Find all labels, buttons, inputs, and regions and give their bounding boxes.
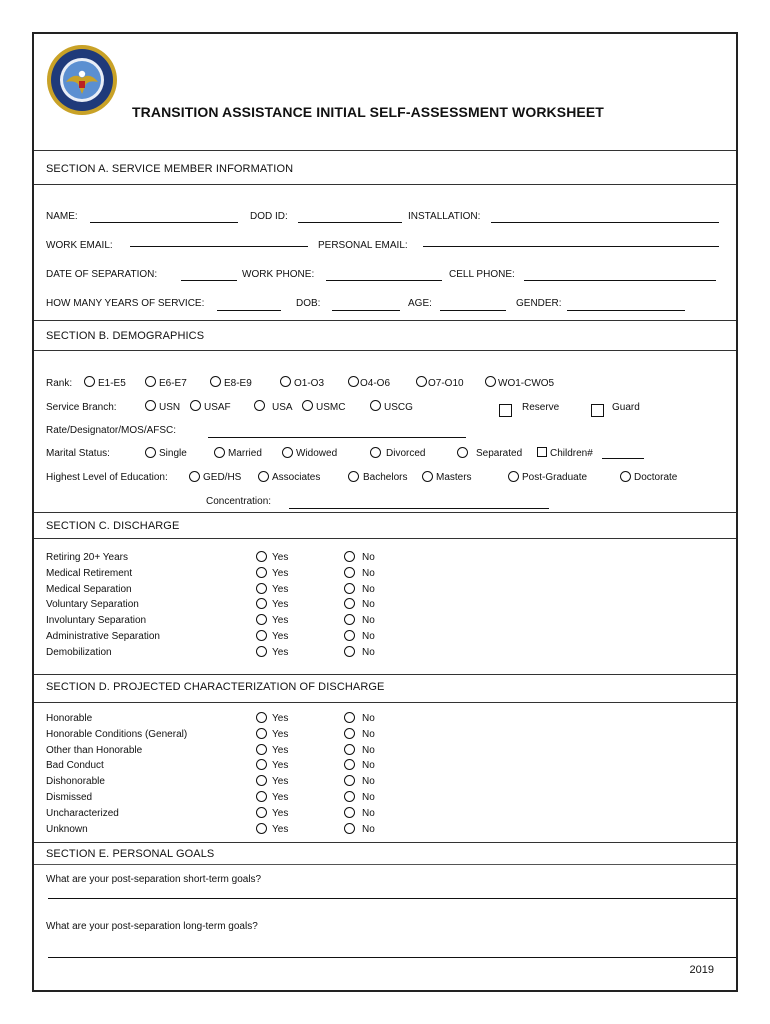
no-label: No xyxy=(362,615,375,627)
row-label: Voluntary Separation xyxy=(46,599,139,611)
rank-option-label: E1-E5 xyxy=(98,378,126,389)
yes-radio[interactable] xyxy=(256,712,267,723)
marital-option-label: Divorced xyxy=(386,448,426,459)
guard-label: Guard xyxy=(612,402,640,413)
marital-married-radio[interactable] xyxy=(214,447,225,458)
rank-o4-o6-radio[interactable] xyxy=(348,376,359,387)
yes-radio[interactable] xyxy=(256,598,267,609)
form-year: 2019 xyxy=(689,964,714,976)
section-c-title: SECTION C. DISCHARGE xyxy=(46,520,180,532)
no-label: No xyxy=(362,823,375,835)
years-of-service-field[interactable] xyxy=(217,310,281,311)
rank-o7-o10-radio[interactable] xyxy=(416,376,427,387)
yes-radio[interactable] xyxy=(256,567,267,578)
age-label: AGE: xyxy=(408,298,432,309)
no-radio[interactable] xyxy=(344,807,355,818)
yes-label: Yes xyxy=(272,807,289,819)
rank-option-label: WO1-CWO5 xyxy=(498,378,555,389)
age-field[interactable] xyxy=(440,310,506,311)
children-count-field[interactable] xyxy=(602,458,644,459)
education-option-label: GED/HS xyxy=(203,472,242,483)
row-label: Administrative Separation xyxy=(46,631,160,642)
concentration-label: Concentration: xyxy=(206,496,272,507)
cell-phone-label: CELL PHONE: xyxy=(449,269,515,280)
rate-field[interactable] xyxy=(208,437,466,438)
yes-radio[interactable] xyxy=(256,807,267,818)
yes-radio[interactable] xyxy=(256,759,267,770)
name-field[interactable] xyxy=(90,222,238,223)
yes-label: Yes xyxy=(272,567,289,579)
worksheet-form xyxy=(32,32,738,992)
row-label: Retiring 20+ Years xyxy=(46,552,129,563)
personal-email-field[interactable] xyxy=(423,246,719,247)
education-doctorate-radio[interactable] xyxy=(620,471,631,482)
no-radio[interactable] xyxy=(344,630,355,641)
yes-label: Yes xyxy=(272,728,289,740)
dod-id-label: DOD ID: xyxy=(250,211,288,222)
row-label: Bad Conduct xyxy=(46,760,104,772)
row-label: Honorable Conditions (General) xyxy=(46,728,188,740)
name-label: NAME: xyxy=(46,211,78,222)
section-e-title: SECTION E. PERSONAL GOALS xyxy=(46,848,215,860)
rank-option-label: E6-E7 xyxy=(159,378,187,389)
branch-usn-radio[interactable] xyxy=(145,400,156,411)
education-label: Highest Level of Education: xyxy=(46,472,168,483)
reserve-checkbox[interactable] xyxy=(499,404,512,417)
marital-status-label: Marital Status: xyxy=(46,448,110,459)
yes-label: Yes xyxy=(272,631,289,642)
rank-option-label: O4-O6 xyxy=(360,378,391,389)
yes-radio[interactable] xyxy=(256,646,267,657)
reserve-label: Reserve xyxy=(522,402,560,413)
gender-field[interactable] xyxy=(567,310,685,311)
education-option-label: Doctorate xyxy=(634,472,678,483)
children-checkbox[interactable] xyxy=(537,447,547,457)
no-label: No xyxy=(362,567,375,579)
branch-usaf-radio[interactable] xyxy=(190,400,201,411)
marital-separated-radio[interactable] xyxy=(457,447,468,458)
rank-e1-e5-radio[interactable] xyxy=(84,376,95,387)
yes-label: Yes xyxy=(272,552,289,563)
work-phone-field[interactable] xyxy=(326,280,442,281)
no-label: No xyxy=(362,599,375,611)
dob-field[interactable] xyxy=(332,310,400,311)
row-label: Unknown xyxy=(46,823,88,835)
rank-option-label: O7-O10 xyxy=(428,378,464,389)
education-associates-radio[interactable] xyxy=(258,471,269,482)
education-option-label: Associates xyxy=(272,472,321,483)
education-option-label: Post-Graduate xyxy=(522,472,588,483)
branch-uscg-radio[interactable] xyxy=(370,400,381,411)
long-term-goals-field[interactable] xyxy=(48,957,736,958)
marital-single-radio[interactable] xyxy=(145,447,156,458)
no-radio[interactable] xyxy=(344,583,355,594)
long-term-goals-question: What are your post-separation long-term goals? xyxy=(46,921,258,932)
no-label: No xyxy=(362,744,375,756)
no-label: No xyxy=(362,760,375,772)
page-title: TRANSITION ASSISTANCE INITIAL SELF-ASSESSMENT WORKSHEET xyxy=(132,104,604,120)
education-masters-radio[interactable] xyxy=(422,471,433,482)
rank-wo1-cwo5-radio[interactable] xyxy=(485,376,496,387)
marital-option-label: Married xyxy=(228,448,262,459)
installation-field[interactable] xyxy=(491,222,719,223)
branch-option-label: USAF xyxy=(204,402,231,413)
no-radio[interactable] xyxy=(344,567,355,578)
education-ged-hs-radio[interactable] xyxy=(189,471,200,482)
gender-label: GENDER: xyxy=(516,298,562,309)
marital-option-label: Single xyxy=(159,448,187,459)
row-label: Uncharacterized xyxy=(46,807,119,819)
service-branch-label: Service Branch: xyxy=(46,402,117,413)
yes-radio[interactable] xyxy=(256,791,267,802)
branch-option-label: USA xyxy=(272,402,293,413)
rank-o1-o3-radio[interactable] xyxy=(280,376,291,387)
rate-label: Rate/Designator/MOS/AFSC: xyxy=(46,425,177,436)
dod-id-field[interactable] xyxy=(298,222,402,223)
no-label: No xyxy=(362,792,375,803)
no-radio[interactable] xyxy=(344,551,355,562)
personal-email-label: PERSONAL EMAIL: xyxy=(318,240,408,251)
no-label: No xyxy=(362,631,375,642)
dod-seal-icon xyxy=(46,44,118,116)
education-option-label: Bachelors xyxy=(363,472,408,483)
yes-radio[interactable] xyxy=(256,583,267,594)
rank-label: Rank: xyxy=(46,378,73,389)
no-radio[interactable] xyxy=(344,614,355,625)
row-label: Honorable xyxy=(46,713,93,724)
yes-radio[interactable] xyxy=(256,823,267,834)
installation-label: INSTALLATION: xyxy=(408,211,481,222)
branch-usmc-radio[interactable] xyxy=(302,400,313,411)
yes-label: Yes xyxy=(272,583,289,595)
no-radio[interactable] xyxy=(344,728,355,739)
date-of-separation-field[interactable] xyxy=(181,280,237,281)
yes-label: Yes xyxy=(272,823,289,835)
section-a-title: SECTION A. SERVICE MEMBER INFORMATION xyxy=(46,163,294,175)
education-option-label: Masters xyxy=(436,472,472,483)
no-label: No xyxy=(362,646,375,658)
guard-checkbox[interactable] xyxy=(591,404,604,417)
yes-label: Yes xyxy=(272,760,289,772)
marital-option-label: Separated xyxy=(476,448,523,459)
years-of-service-label: HOW MANY YEARS OF SERVICE: xyxy=(46,298,205,309)
row-label: Dishonorable xyxy=(46,776,105,788)
dob-label: DOB: xyxy=(296,298,321,309)
yes-label: Yes xyxy=(272,599,289,611)
section-b-title: SECTION B. DEMOGRAPHICS xyxy=(46,330,205,342)
branch-option-label: USCG xyxy=(384,402,413,413)
work-email-field[interactable] xyxy=(130,246,308,247)
yes-radio[interactable] xyxy=(256,614,267,625)
branch-option-label: USN xyxy=(159,402,181,413)
yes-label: Yes xyxy=(272,776,289,788)
branch-option-label: USMC xyxy=(316,402,346,413)
no-label: No xyxy=(362,583,375,595)
section-d-title: SECTION D. PROJECTED CHARACTERIZATION OF DISCHARGE xyxy=(46,681,385,693)
yes-radio[interactable] xyxy=(256,728,267,739)
children-label: Children# xyxy=(550,448,593,459)
no-radio[interactable] xyxy=(344,744,355,755)
row-label: Other than Honorable xyxy=(46,744,143,756)
no-radio[interactable] xyxy=(344,759,355,770)
yes-radio[interactable] xyxy=(256,551,267,562)
no-radio[interactable] xyxy=(344,791,355,802)
rank-option-label: O1-O3 xyxy=(294,378,325,389)
concentration-field[interactable] xyxy=(289,508,549,509)
rank-e8-e9-radio[interactable] xyxy=(210,376,221,387)
yes-label: Yes xyxy=(272,713,289,724)
date-of-separation-label: DATE OF SEPARATION: xyxy=(46,269,158,280)
education-bachelors-radio[interactable] xyxy=(348,471,359,482)
yes-label: Yes xyxy=(272,646,289,658)
row-label: Demobilization xyxy=(46,646,112,658)
no-radio[interactable] xyxy=(344,646,355,657)
yes-label: Yes xyxy=(272,744,289,756)
short-term-goals-question: What are your post-separation short-term goals? xyxy=(46,874,262,885)
no-radio[interactable] xyxy=(344,598,355,609)
yes-label: Yes xyxy=(272,792,289,803)
no-label: No xyxy=(362,807,375,819)
no-radio[interactable] xyxy=(344,775,355,786)
rank-e6-e7-radio[interactable] xyxy=(145,376,156,387)
work-email-label: WORK EMAIL: xyxy=(46,240,113,251)
branch-usa-radio[interactable] xyxy=(254,400,265,411)
work-phone-label: WORK PHONE: xyxy=(242,269,315,280)
row-label: Dismissed xyxy=(46,792,93,803)
marital-widowed-radio[interactable] xyxy=(282,447,293,458)
no-label: No xyxy=(362,776,375,788)
no-radio[interactable] xyxy=(344,712,355,723)
row-label: Medical Retirement xyxy=(46,567,133,579)
row-label: Medical Separation xyxy=(46,583,132,595)
no-label: No xyxy=(362,713,375,724)
yes-radio[interactable] xyxy=(256,630,267,641)
cell-phone-field[interactable] xyxy=(524,280,716,281)
rank-option-label: E8-E9 xyxy=(224,378,252,389)
yes-radio[interactable] xyxy=(256,775,267,786)
row-label: Involuntary Separation xyxy=(46,615,147,627)
no-label: No xyxy=(362,728,375,740)
education-post-graduate-radio[interactable] xyxy=(508,471,519,482)
marital-option-label: Widowed xyxy=(296,448,338,459)
no-label: No xyxy=(362,552,375,563)
yes-label: Yes xyxy=(272,615,289,627)
marital-divorced-radio[interactable] xyxy=(370,447,381,458)
no-radio[interactable] xyxy=(344,823,355,834)
short-term-goals-field[interactable] xyxy=(48,898,736,899)
yes-radio[interactable] xyxy=(256,744,267,755)
